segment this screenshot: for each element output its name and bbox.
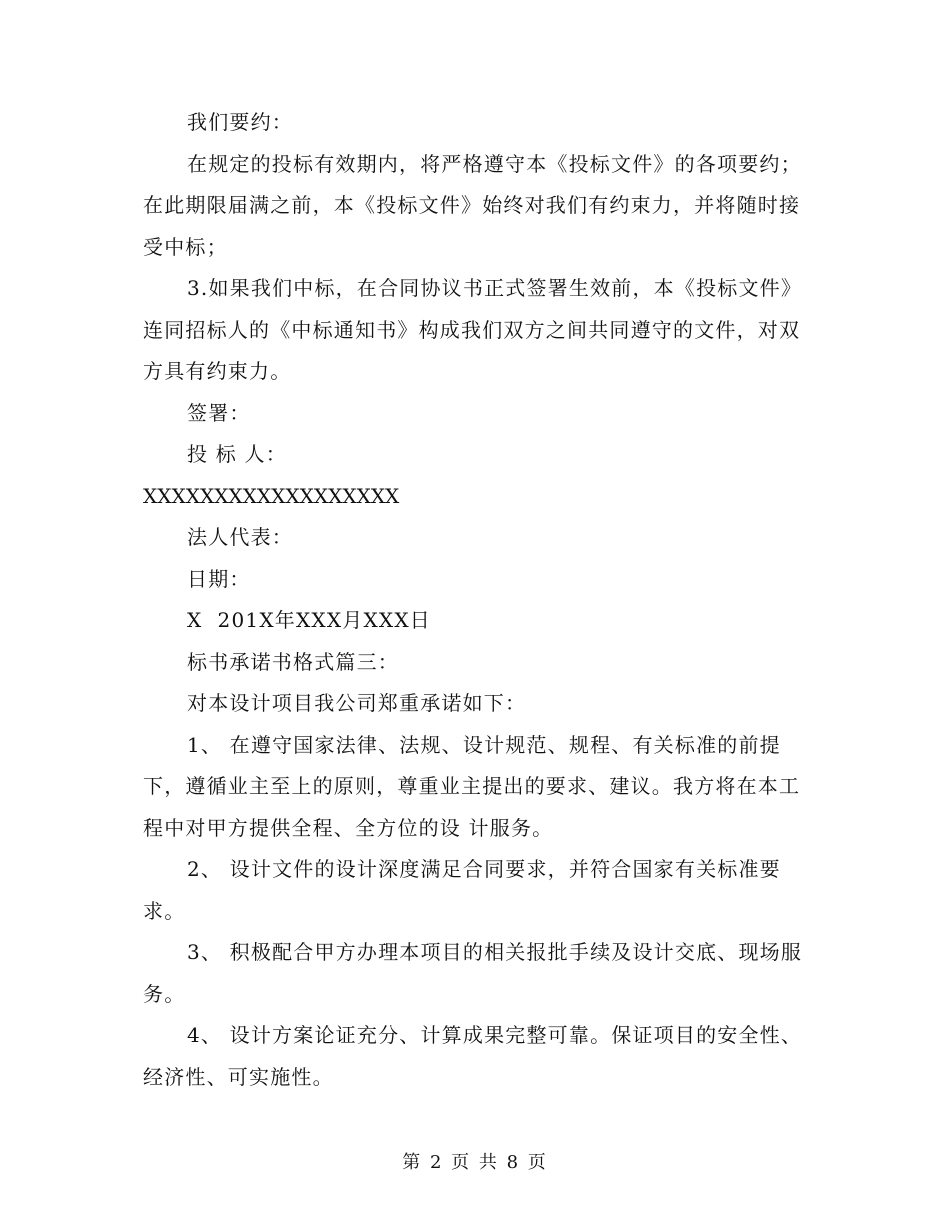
bidder-name-placeholder: XXXXXXXXXXXXXXXXXX [143,483,400,508]
commitment-item-3: 3、 积极配合甲方办理本项目的相关报批手续及设计交底、现场服务。 [143,940,803,1006]
section-title-part-three: 标书承诺书格式篇三： [187,649,399,674]
commitment-intro: 对本设计项目我公司郑重承诺如下： [187,691,527,715]
signature-heading: 签署： [187,400,251,425]
date-label: 日期： [187,566,251,591]
commitment-item-1: 1、 在遵守国家法律、法规、设计规范、规程、有关标准的前提下，遵循业主至上的原则，尊重业主提出的要求、建议。我方将在本工程中对甲方提供全程、全方位的设 计服务。 [143,732,801,840]
legal-representative-label: 法人代表： [187,525,293,549]
date-value: X 201X年XXX月XXX日 [187,608,431,632]
commitment-item-2: 2、 设计文件的设计深度满足合同要求，并符合国家有关标准要求。 [143,857,781,923]
paragraph-contract-binding: 3.如果我们中标，在合同协议书正式签署生效前，本《投标文件》连同招标人的《中标通知书》构成我们双方之间共同遵守的文件，对双方具有约束力。 [143,276,803,383]
bidder-label: 投 标 人： [187,442,287,466]
paragraph-validity-period: 在规定的投标有效期内，将严格遵守本《投标文件》的各项要约；在此期限届满之前，本《投标文件》始终对我们有约束力，并将随时接受中标； [143,151,802,259]
paragraph-offer-heading: 我们要约： [187,110,293,134]
page-number-footer: 第 2 页 共 8 页 [402,1152,548,1173]
commitment-item-4: 4、 设计方案论证充分、计算成果完整可靠。保证项目的安全性、经济性、可实施性。 [143,1023,803,1089]
document-body [143,102,813,1098]
